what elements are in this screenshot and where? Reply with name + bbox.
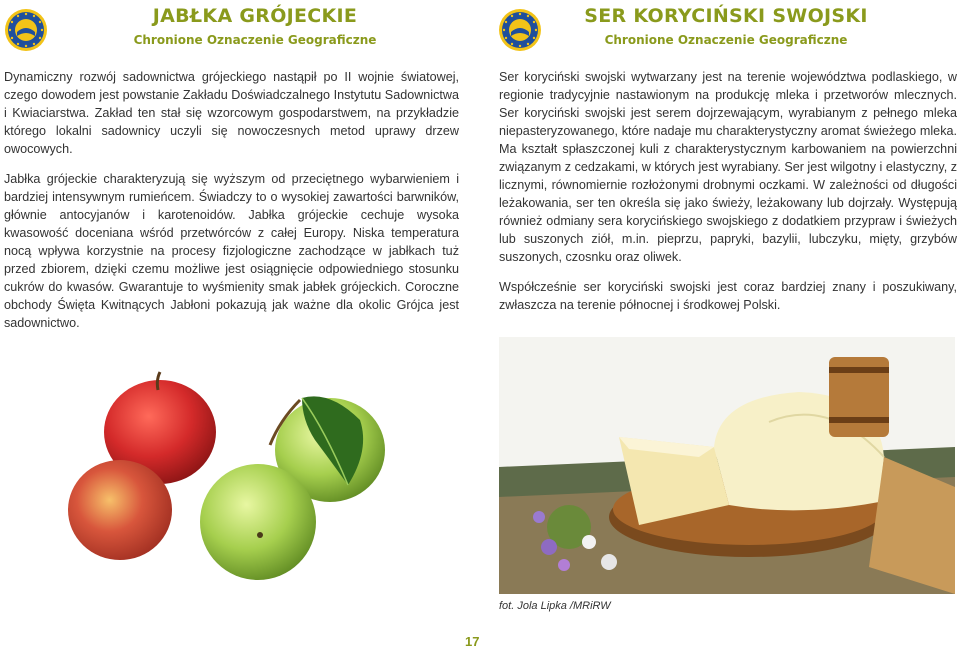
pgi-emblem-icon bbox=[498, 8, 542, 52]
left-title-block bbox=[50, 4, 460, 48]
page-subtitle: Chronione Oznaczenie Geograficzne bbox=[133, 33, 377, 47]
page-subtitle: Chronione Oznaczenie Geograficzne bbox=[604, 33, 848, 47]
body-text bbox=[4, 68, 459, 344]
body-text bbox=[499, 68, 957, 326]
page-title: JABŁKA GRÓJECKIE bbox=[152, 5, 358, 27]
page-number: 17 bbox=[465, 634, 480, 649]
cheese-photo bbox=[499, 337, 955, 594]
page-title: SER KORYCIŃSKI SWOJSKI bbox=[584, 5, 868, 27]
apples-photo bbox=[30, 350, 430, 600]
paragraph: Ser koryciński swojski wytwarzany jest na terenie województwa podlaskiego, w regionie tradycyjnie nastawionym na produkcję mleka i przetworów mlecznych. Ser koryciński swojski jest serem dojrzewającym, wyrabianym z pełnego mleka niepasteryzowanego, które nadaje mu charakterystyczny aromat świeżego mleka. Ma kształt spłaszczonej kuli z charakterystycznym karbowaniem na powierzchni związanym z cedzakami, w których jest wyrabiany. Ser jest wilgotny i elastyczny, z licznymi, równomiernie rozłożonymi drobnymi oczkami. W zależności od długości leżakowania, ser ten określa się jako świeży, leżakowany lub dojrzały. Występują również odmiany sera korycińskiego swojskiego z dodatkiem przypraw i świeżych lub suszonych ziół, m.in. pieprzu, papryki, bazylii, lubczyku, mięty, grzybów suszonych, czosnku oraz oliwek. bbox=[499, 70, 957, 264]
right-title-block bbox=[546, 4, 906, 48]
photo-caption: fot. Jola Lipka /MRiRW bbox=[499, 600, 611, 612]
paragraph: Współcześnie ser koryciński swojski jest coraz bardziej znany i poszukiwany, zwłaszcza na terenie północnej i środkowej Polski. bbox=[499, 280, 957, 312]
pgi-emblem-icon bbox=[4, 8, 48, 52]
paragraph: Dynamiczny rozwój sadownictwa grójeckiego nastąpił po II wojnie światowej, czego dowodem jest powstanie Zakładu Doświadczalnego Instytutu Sadownictwa i Kwiaciarstwa. Zakład ten stał się wzorcowym gospodarstwem, na przykładzie którego lokalni sadownicy uczyli się nowoczesnych metod uprawy drzew owocowych. bbox=[4, 70, 459, 156]
paragraph: Jabłka grójeckie charakteryzują się wyższym od przeciętnego wybarwieniem i bardziej intensywnym rumieńcem. Świadczy to o wysokiej zawartości barwników, głównie antocyjanów i karotenoidów. Jabłka grójeckie cechuje wysoka kwasowość doceniana wśród przetwórców z całej Europy. Niska temperatura nocą wpływa korzystnie na procesy fizjologiczne zachodzące w jabłkach tuż przed zbiorem, dzięki czemu możliwe jest osiągnięcie odpowiedniego stosunku cukrów do kwasów. Gwarantuje to wyśmienity smak jabłek grójeckich. Coroczne obchody Święta Kwitnących Jabłoni pokazują jak ważne dla okolic Grójca jest sadownictwo. bbox=[4, 172, 459, 330]
